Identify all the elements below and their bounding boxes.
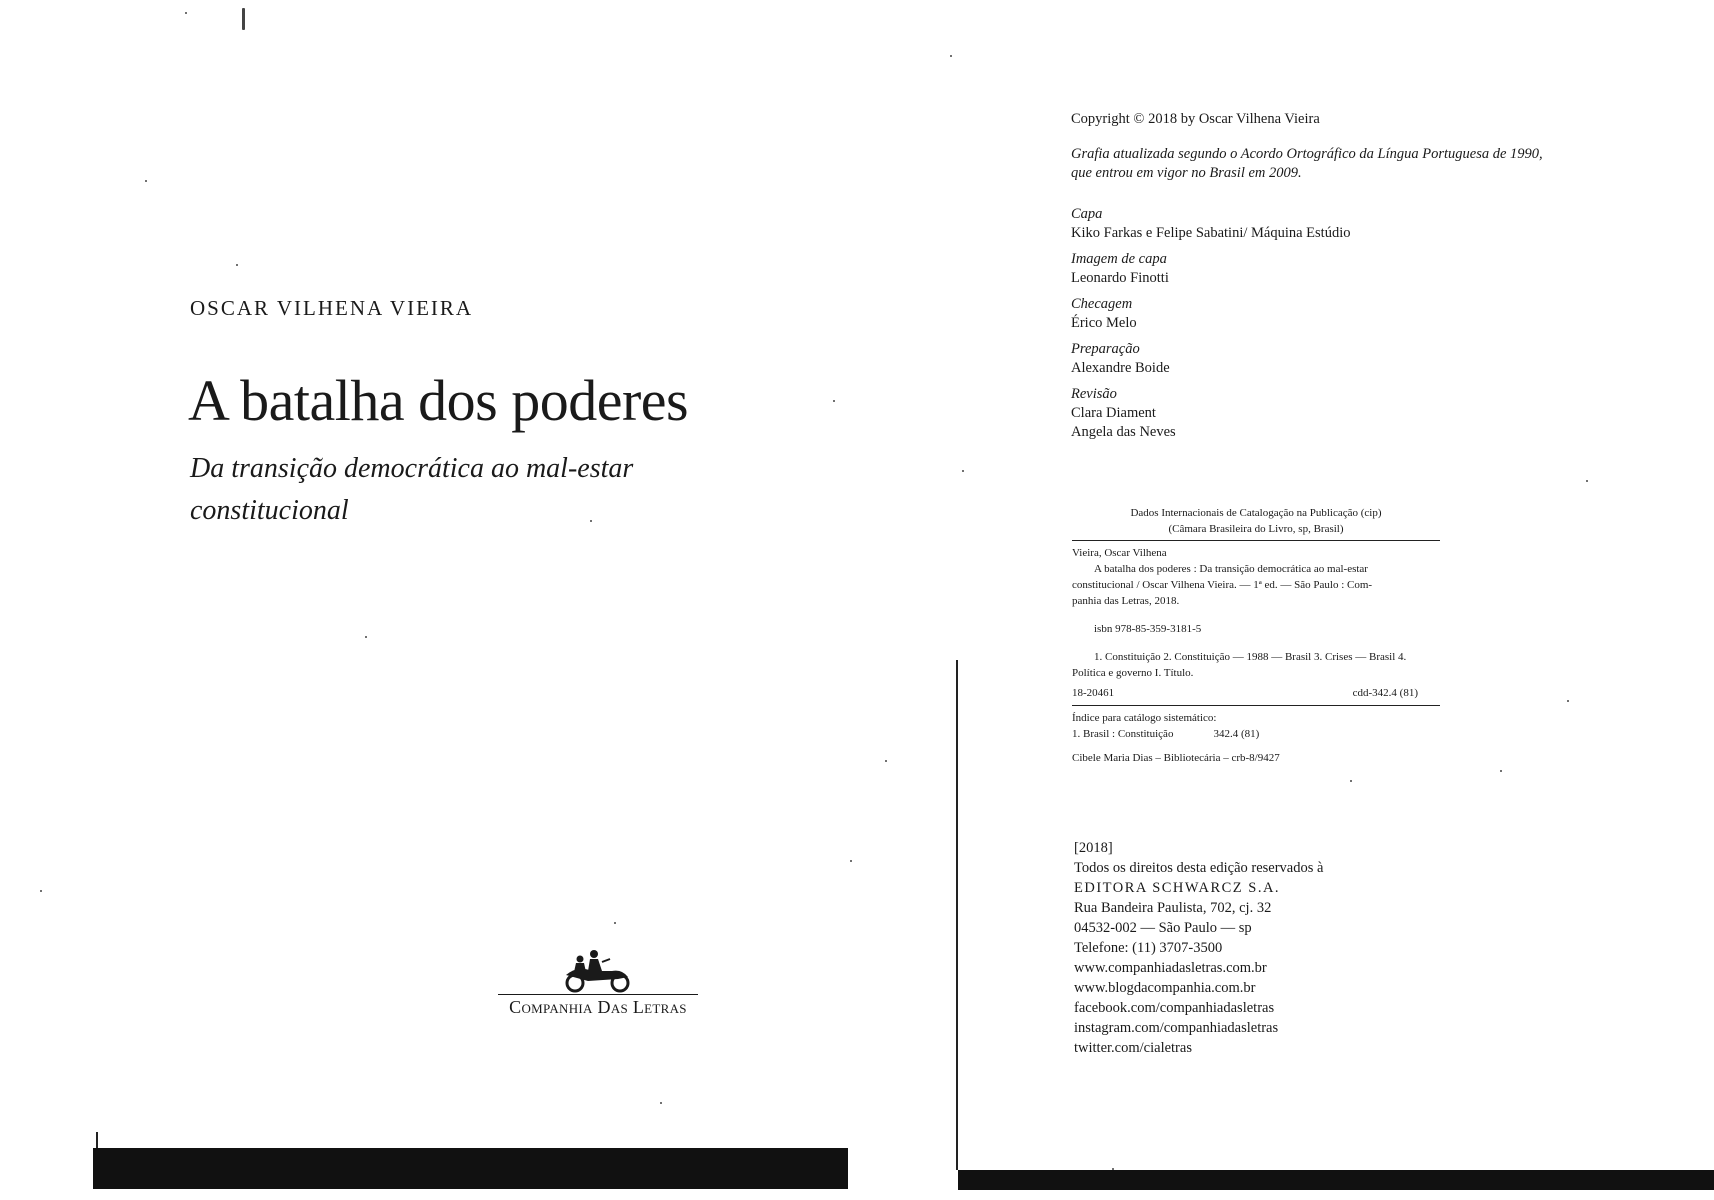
- scan-speck: [850, 860, 852, 862]
- scan-speck: [1350, 780, 1352, 782]
- imprint-twitter: twitter.com/cialetras: [1074, 1040, 1192, 1056]
- scan-speck: [1500, 770, 1502, 772]
- credit-label: Preparação: [1071, 341, 1140, 357]
- scan-speck: [242, 8, 245, 30]
- subtitle-line-2: constitucional: [190, 495, 349, 526]
- scan-mark: [96, 1132, 98, 1148]
- scan-speck: [950, 55, 952, 57]
- cip-index-entry: 1. Brasil : Constituição: [1072, 728, 1174, 740]
- imprint-instagram: instagram.com/companhiadasletras: [1074, 1020, 1279, 1036]
- copyright-line: Copyright © 2018 by Oscar Vilhena Vieira: [1071, 111, 1320, 127]
- scan-speck: [40, 890, 42, 892]
- cip-catalog-block: [1072, 505, 1440, 766]
- credit-fact-check: [1071, 295, 1351, 333]
- imprint-website: www.companhiadasletras.com.br: [1074, 960, 1267, 976]
- credit-cover-image: [1071, 250, 1351, 288]
- credit-name: Kiko Farkas e Felipe Sabatini/ Máquina Estúdio: [1071, 225, 1351, 241]
- credit-revision: [1071, 385, 1351, 442]
- scan-speck: [614, 922, 616, 924]
- credit-label: Capa: [1071, 206, 1103, 222]
- credit-preparation: [1071, 340, 1351, 378]
- scan-speck: [236, 264, 238, 266]
- imprint-street: Rua Bandeira Paulista, 702, cj. 32: [1074, 900, 1272, 916]
- imprint-phone: Telefone: (11) 3707-3500: [1074, 940, 1223, 956]
- cip-entry-line-3: panhia das Letras, 2018.: [1072, 595, 1180, 607]
- credit-cover: [1071, 205, 1351, 243]
- scan-speck: [660, 1102, 662, 1104]
- cip-isbn: isbn 978-85-359-3181-5: [1094, 623, 1202, 635]
- book-title: A batalha dos poderes: [188, 368, 689, 433]
- scan-bar-left: [93, 1148, 848, 1189]
- orthography-note-line-1: Grafia atualizada segundo o Acordo Ortográfico da Língua Portuguesa de 1990,: [1071, 146, 1543, 162]
- cip-index-title: Índice para catálogo sistemático:: [1072, 712, 1217, 724]
- scan-speck: [1567, 700, 1569, 702]
- orthography-note: [1071, 145, 1591, 183]
- credit-label: Revisão: [1071, 386, 1117, 402]
- scan-speck: [590, 520, 592, 522]
- publisher-imprint: [1074, 838, 1323, 1058]
- imprint-blog: www.blogdacompanhia.com.br: [1074, 980, 1256, 996]
- cip-entry-line-2: constitucional / Oscar Vilhena Vieira. — 1ª ed. — São Paulo : Com-: [1072, 579, 1373, 591]
- scan-speck: [962, 470, 964, 472]
- cip-entry-author: Vieira, Oscar Vilhena: [1072, 547, 1167, 559]
- scan-speck: [145, 180, 147, 182]
- imprint-publisher: EDITORA SCHWARCZ S.A.: [1074, 880, 1281, 896]
- credit-label: Checagem: [1071, 296, 1133, 312]
- cip-header-line-1: Dados Internacionais de Catalogação na Publicação (cip): [1130, 507, 1382, 519]
- scan-speck: [185, 12, 187, 14]
- credits-list: [1071, 205, 1351, 449]
- cip-control-number: 18-20461: [1072, 687, 1115, 699]
- cip-index-row: [1072, 726, 1440, 742]
- scan-speck: [365, 636, 367, 638]
- publisher-logo-text: Companhia Das Letras: [498, 994, 698, 1018]
- imprint-year: [2018]: [1074, 840, 1113, 856]
- cip-header: [1072, 505, 1440, 541]
- scan-speck: [1112, 1168, 1114, 1170]
- imprint-rights: Todos os direitos desta edição reservados à: [1074, 860, 1324, 876]
- cip-cdd: cdd-342.4 (81): [1352, 687, 1418, 699]
- motorcycle-with-sidecar-icon: [558, 945, 638, 993]
- publisher-logo: [498, 945, 698, 1018]
- scan-edge-line: [956, 660, 958, 1170]
- credit-label: Imagem de capa: [1071, 251, 1167, 267]
- credit-name: Alexandre Boide: [1071, 360, 1170, 376]
- cip-header-line-2: (Câmara Brasileira do Livro, sp, Brasil): [1168, 523, 1344, 535]
- imprint-facebook: facebook.com/companhiadasletras: [1074, 1000, 1275, 1016]
- cip-subjects-line-2: Política e governo I. Título.: [1072, 667, 1194, 679]
- credit-name: Angela das Neves: [1071, 424, 1176, 440]
- cip-control-row: [1072, 685, 1440, 706]
- book-subtitle: [190, 448, 750, 532]
- scan-bar-right: [958, 1170, 1714, 1190]
- orthography-note-line-2: que entrou em vigor no Brasil em 2009.: [1071, 165, 1302, 181]
- cip-entry-line-1: A batalha dos poderes : Da transição democrática ao mal-estar: [1094, 563, 1368, 575]
- scan-speck: [1586, 480, 1588, 482]
- cip-librarian: Cibele Maria Dias – Bibliotecária – crb-8/9427: [1072, 752, 1280, 764]
- cip-index-code: 342.4 (81): [1213, 728, 1260, 740]
- cip-subjects-line-1: 1. Constituição 2. Constituição — 1988 — Brasil 3. Crises — Brasil 4.: [1094, 651, 1407, 663]
- scan-speck: [833, 400, 835, 402]
- imprint-city: 04532-002 — São Paulo — sp: [1074, 920, 1252, 936]
- cip-entry: [1072, 541, 1440, 685]
- credit-name: Érico Melo: [1071, 315, 1137, 331]
- author-name: OSCAR VILHENA VIEIRA: [190, 296, 474, 320]
- cip-index: [1072, 706, 1440, 766]
- credit-name: Leonardo Finotti: [1071, 270, 1169, 286]
- subtitle-line-1: Da transição democrática ao mal-estar: [190, 453, 634, 484]
- credit-name: Clara Diament: [1071, 405, 1156, 421]
- scan-speck: [885, 760, 887, 762]
